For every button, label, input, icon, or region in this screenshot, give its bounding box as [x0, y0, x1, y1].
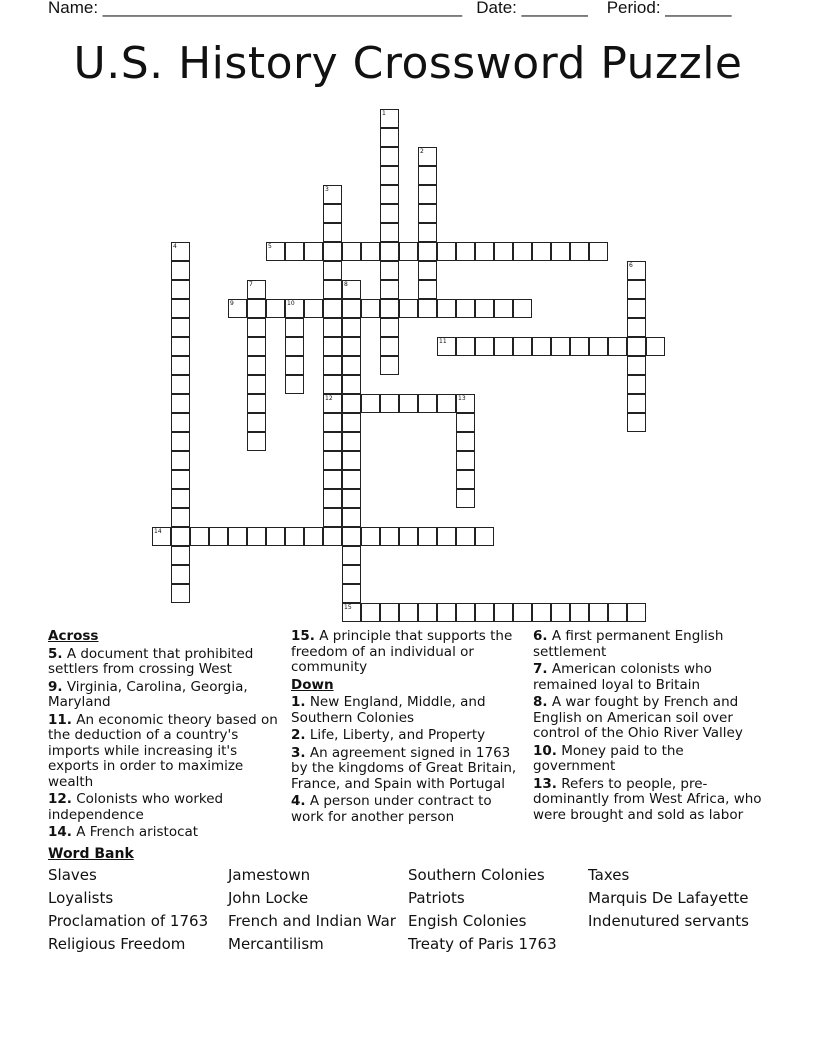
word-bank-item: Loyalists	[48, 889, 114, 907]
crossword-cell[interactable]	[285, 242, 304, 261]
crossword-cell[interactable]	[285, 356, 304, 375]
crossword-cell[interactable]	[323, 280, 342, 299]
crossword-cell[interactable]	[399, 394, 418, 413]
word-bank-item: Southern Colonies	[408, 866, 545, 884]
crossword-cell[interactable]	[456, 432, 475, 451]
period-field[interactable]: Period: _______	[606, 0, 732, 17]
crossword-cell[interactable]	[513, 299, 532, 318]
crossword-cell[interactable]	[627, 394, 646, 413]
crossword-cell[interactable]	[171, 299, 190, 318]
crossword-cell[interactable]	[418, 299, 437, 318]
crossword-cell[interactable]	[171, 242, 190, 261]
crossword-cell[interactable]	[342, 470, 361, 489]
crossword-cell[interactable]	[627, 299, 646, 318]
crossword-cell[interactable]	[627, 280, 646, 299]
crossword-cell[interactable]	[171, 337, 190, 356]
crossword-cell[interactable]	[494, 603, 513, 622]
crossword-cell[interactable]	[361, 394, 380, 413]
crossword-cell[interactable]	[437, 337, 456, 356]
word-bank-item: Treaty of Paris 1763	[408, 935, 557, 953]
crossword-cell[interactable]	[646, 337, 665, 356]
crossword-cell[interactable]	[494, 337, 513, 356]
crossword-cell[interactable]	[171, 508, 190, 527]
crossword-cell[interactable]	[247, 375, 266, 394]
crossword-cell[interactable]	[323, 356, 342, 375]
date-field[interactable]: Date: _______	[476, 0, 588, 17]
crossword-cell[interactable]	[551, 337, 570, 356]
crossword-cell[interactable]	[323, 223, 342, 242]
crossword-cell[interactable]	[285, 527, 304, 546]
crossword-cell[interactable]	[418, 242, 437, 261]
crossword-cell[interactable]	[228, 299, 247, 318]
crossword-cell[interactable]	[380, 185, 399, 204]
crossword-cell[interactable]	[627, 375, 646, 394]
clue-number: 6	[629, 262, 633, 269]
clue-number: 11	[439, 338, 447, 345]
crossword-cell[interactable]	[437, 603, 456, 622]
crossword-cell[interactable]	[570, 242, 589, 261]
crossword-cell[interactable]	[627, 356, 646, 375]
crossword-cell[interactable]	[247, 432, 266, 451]
crossword-cell[interactable]	[380, 603, 399, 622]
crossword-cell[interactable]	[342, 546, 361, 565]
crossword-cell[interactable]	[342, 280, 361, 299]
crossword-cell[interactable]	[171, 261, 190, 280]
crossword-cell[interactable]	[342, 318, 361, 337]
page-title: U.S. History Crossword Puzzle	[73, 38, 743, 89]
clue-number: 9	[230, 300, 234, 307]
clue-number: 4	[173, 243, 177, 250]
clue-number: 7	[249, 281, 253, 288]
crossword-cell[interactable]	[342, 413, 361, 432]
crossword-cell[interactable]	[171, 451, 190, 470]
crossword-cell[interactable]	[171, 546, 190, 565]
crossword-cell[interactable]	[456, 451, 475, 470]
crossword-cell[interactable]	[342, 508, 361, 527]
crossword-cell[interactable]	[456, 470, 475, 489]
crossword-cell[interactable]	[342, 299, 361, 318]
clue-number: 13	[458, 395, 466, 402]
crossword-cell[interactable]	[361, 242, 380, 261]
word-bank-heading: Word Bank	[48, 846, 134, 862]
word-bank-item: Marquis De Lafayette	[588, 889, 749, 907]
across-heading: Across	[48, 628, 99, 644]
crossword-cell[interactable]	[418, 261, 437, 280]
word-bank-item: Patriots	[408, 889, 465, 907]
clue-across-12: 12. Colonists who worked independence	[48, 791, 224, 823]
crossword-cell[interactable]	[342, 565, 361, 584]
crossword-cell[interactable]	[171, 375, 190, 394]
word-bank-item: Mercantilism	[228, 935, 324, 953]
crossword-cell[interactable]	[456, 527, 475, 546]
crossword-cell[interactable]	[247, 318, 266, 337]
crossword-cell[interactable]	[418, 223, 437, 242]
crossword-cell[interactable]	[456, 489, 475, 508]
clue-down-2: 2. Life, Liberty, and Property	[291, 727, 486, 743]
word-bank-item: French and Indian War	[228, 912, 396, 930]
crossword-cell[interactable]	[380, 223, 399, 242]
crossword-cell[interactable]	[418, 603, 437, 622]
crossword-cell[interactable]	[323, 451, 342, 470]
crossword-cell[interactable]	[418, 147, 437, 166]
crossword-cell[interactable]	[456, 337, 475, 356]
clue-number: 5	[268, 243, 272, 250]
crossword-cell[interactable]	[456, 394, 475, 413]
crossword-cell[interactable]	[475, 242, 494, 261]
clue-down-1: 1. New England, Middle, and Southern Colonies	[291, 694, 486, 726]
clue-down-7: 7. American colonists who remained loyal to Britain	[533, 661, 712, 693]
crossword-cell[interactable]	[323, 337, 342, 356]
crossword-cell[interactable]	[247, 356, 266, 375]
word-bank-item: Engish Colonies	[408, 912, 527, 930]
crossword-cell[interactable]	[285, 375, 304, 394]
crossword-cell[interactable]	[589, 337, 608, 356]
crossword-cell[interactable]	[627, 603, 646, 622]
crossword-cell[interactable]	[361, 527, 380, 546]
crossword-cell[interactable]	[304, 527, 323, 546]
crossword-cell[interactable]	[513, 603, 532, 622]
crossword-cell[interactable]	[456, 603, 475, 622]
clue-down-13: 13. Refers to people, pre-dominantly from West Africa, who were brought and sold as labor	[533, 775, 762, 823]
crossword-cell[interactable]	[171, 470, 190, 489]
crossword-cell[interactable]	[247, 394, 266, 413]
word-bank-item: Jamestown	[228, 866, 311, 884]
crossword-cell[interactable]	[437, 394, 456, 413]
crossword-cell[interactable]	[380, 356, 399, 375]
crossword-cell[interactable]	[247, 527, 266, 546]
crossword-cell[interactable]	[627, 318, 646, 337]
crossword-cell[interactable]	[247, 280, 266, 299]
crossword-cell[interactable]	[418, 185, 437, 204]
crossword-cell[interactable]	[171, 584, 190, 603]
clue-down-10: 10. Money paid to the government	[533, 742, 684, 774]
word-bank-item: Slaves	[48, 866, 97, 884]
crossword-cell[interactable]	[342, 489, 361, 508]
crossword-cell[interactable]	[627, 337, 646, 356]
crossword-cell[interactable]	[171, 356, 190, 375]
clue-number: 8	[344, 281, 348, 288]
crossword-cell[interactable]	[513, 242, 532, 261]
clues-column-1	[48, 629, 278, 843]
crossword-cell[interactable]	[171, 394, 190, 413]
crossword-cell[interactable]	[304, 299, 323, 318]
crossword-cell[interactable]	[475, 299, 494, 318]
crossword-cell[interactable]	[323, 489, 342, 508]
crossword-cell[interactable]	[380, 109, 399, 128]
crossword-cell[interactable]	[380, 166, 399, 185]
crossword-cell[interactable]	[380, 261, 399, 280]
crossword-cell[interactable]	[152, 527, 171, 546]
crossword-cell[interactable]	[380, 527, 399, 546]
word-bank-item: Proclamation of 1763	[48, 912, 209, 930]
crossword-cell[interactable]	[266, 242, 285, 261]
crossword-cell[interactable]	[266, 527, 285, 546]
crossword-cell[interactable]	[399, 603, 418, 622]
crossword-cell[interactable]	[380, 147, 399, 166]
word-bank-item: John Locke	[228, 889, 309, 907]
word-bank-item: Taxes	[588, 866, 630, 884]
crossword-cell[interactable]	[304, 242, 323, 261]
word-bank-item: Religious Freedom	[48, 935, 186, 953]
clue-number: 15	[344, 604, 352, 611]
crossword-cell[interactable]	[323, 432, 342, 451]
crossword-cell[interactable]	[475, 603, 494, 622]
crossword-cell[interactable]	[171, 527, 190, 546]
crossword-cell[interactable]	[171, 565, 190, 584]
clues-column-3	[533, 629, 768, 825]
crossword-cell[interactable]	[361, 603, 380, 622]
crossword-cell[interactable]	[247, 337, 266, 356]
crossword-cell[interactable]	[342, 375, 361, 394]
crossword-cell[interactable]	[342, 451, 361, 470]
name-field[interactable]: Name: ______________________________________	[48, 0, 463, 17]
crossword-cell[interactable]	[380, 204, 399, 223]
crossword-cell[interactable]	[437, 527, 456, 546]
clue-down-3: 3. An agreement signed in 1763 by the kingdoms of Great Britain, France, and Spain with Portugal	[291, 744, 517, 792]
crossword-cell[interactable]	[589, 242, 608, 261]
crossword-cell[interactable]	[380, 394, 399, 413]
crossword-cell[interactable]	[456, 413, 475, 432]
crossword-cell[interactable]	[475, 337, 494, 356]
crossword-cell[interactable]	[418, 166, 437, 185]
crossword-cell[interactable]	[513, 337, 532, 356]
crossword-cell[interactable]	[342, 337, 361, 356]
crossword-cell[interactable]	[608, 603, 627, 622]
crossword-cell[interactable]	[285, 318, 304, 337]
clue-number: 12	[325, 395, 333, 402]
crossword-cell[interactable]	[323, 261, 342, 280]
word-bank	[48, 866, 788, 954]
crossword-cell[interactable]	[285, 299, 304, 318]
crossword-cell[interactable]	[171, 318, 190, 337]
crossword-cell[interactable]	[418, 394, 437, 413]
crossword-cell[interactable]	[627, 413, 646, 432]
crossword-cell[interactable]	[437, 299, 456, 318]
clue-number: 2	[420, 148, 424, 155]
crossword-cell[interactable]	[342, 242, 361, 261]
crossword-cell[interactable]	[342, 394, 361, 413]
crossword-cell[interactable]	[342, 603, 361, 622]
crossword-cell[interactable]	[418, 204, 437, 223]
crossword-cell[interactable]	[380, 242, 399, 261]
down-heading: Down	[291, 676, 334, 693]
crossword-cell[interactable]	[399, 527, 418, 546]
crossword-cell[interactable]	[399, 299, 418, 318]
clue-across-15: 15. A principle that supports the freedom of an individual or community	[291, 628, 513, 675]
crossword-cell[interactable]	[323, 318, 342, 337]
crossword-cell[interactable]	[494, 299, 513, 318]
clue-number: 1	[382, 110, 386, 117]
crossword-cell[interactable]	[323, 527, 342, 546]
crossword-cell[interactable]	[380, 299, 399, 318]
crossword-cell[interactable]	[323, 375, 342, 394]
crossword-cell[interactable]	[323, 299, 342, 318]
crossword-cell[interactable]	[285, 337, 304, 356]
crossword-cell[interactable]	[171, 489, 190, 508]
clue-number: 3	[325, 186, 329, 193]
crossword-cell[interactable]	[589, 603, 608, 622]
crossword-cell[interactable]	[342, 584, 361, 603]
clue-across-11: 11. An economic theory based on the deduction of a country's imports while increasing it's exports in order to maximize wealth	[48, 711, 278, 790]
crossword-cell[interactable]	[342, 527, 361, 546]
crossword-cell[interactable]	[437, 242, 456, 261]
clue-across-9: 9. Virginia, Carolina, Georgia, Maryland	[48, 678, 248, 710]
clue-number: 10	[287, 300, 295, 307]
crossword-cell[interactable]	[171, 432, 190, 451]
crossword-cell[interactable]	[494, 242, 513, 261]
crossword-cell[interactable]	[399, 242, 418, 261]
clue-down-8: 8. A war fought by French and English on American soil over control of the Ohio River Valley	[533, 694, 743, 741]
clue-down-6: 6. A first permanent English settlement	[533, 628, 724, 660]
crossword-cell[interactable]	[323, 508, 342, 527]
crossword-cell[interactable]	[551, 603, 570, 622]
crossword-cell[interactable]	[247, 299, 266, 318]
crossword-cell[interactable]	[627, 261, 646, 280]
clue-across-5: 5. A document that prohibited settlers from crossing West	[48, 645, 254, 677]
clue-across-14: 14. A French aristocat	[48, 824, 199, 840]
crossword-cell[interactable]	[342, 432, 361, 451]
crossword-cell[interactable]	[418, 527, 437, 546]
crossword-cell[interactable]	[551, 242, 570, 261]
crossword-cell[interactable]	[608, 337, 627, 356]
crossword-cell[interactable]	[532, 603, 551, 622]
clue-number: 14	[154, 528, 162, 535]
crossword-cell[interactable]	[380, 280, 399, 299]
crossword-cell[interactable]	[342, 356, 361, 375]
crossword-cell[interactable]	[380, 128, 399, 147]
crossword-cell[interactable]	[323, 470, 342, 489]
clue-down-4: 4. A person under contract to work for another person	[291, 793, 492, 825]
crossword-cell[interactable]	[266, 299, 285, 318]
word-bank-item: Indenutured servants	[588, 912, 749, 930]
clues-column-2	[291, 629, 521, 827]
crossword-cell[interactable]	[532, 242, 551, 261]
crossword-cell[interactable]	[456, 242, 475, 261]
crossword-cell[interactable]	[532, 337, 551, 356]
crossword-cell[interactable]	[456, 299, 475, 318]
crossword-cell[interactable]	[570, 337, 589, 356]
crossword-cell[interactable]	[361, 299, 380, 318]
crossword-cell[interactable]	[228, 527, 247, 546]
crossword-cell[interactable]	[380, 318, 399, 337]
crossword-cell[interactable]	[418, 280, 437, 299]
crossword-cell[interactable]	[323, 185, 342, 204]
crossword-cell[interactable]	[171, 413, 190, 432]
crossword-cell[interactable]	[380, 337, 399, 356]
crossword-cell[interactable]	[323, 413, 342, 432]
crossword-cell[interactable]	[247, 413, 266, 432]
crossword-cell[interactable]	[570, 603, 589, 622]
crossword-cell[interactable]	[323, 242, 342, 261]
crossword-cell[interactable]	[209, 527, 228, 546]
crossword-cell[interactable]	[323, 394, 342, 413]
crossword-cell[interactable]	[475, 527, 494, 546]
crossword-cell[interactable]	[323, 204, 342, 223]
crossword-cell[interactable]	[190, 527, 209, 546]
crossword-cell[interactable]	[171, 280, 190, 299]
